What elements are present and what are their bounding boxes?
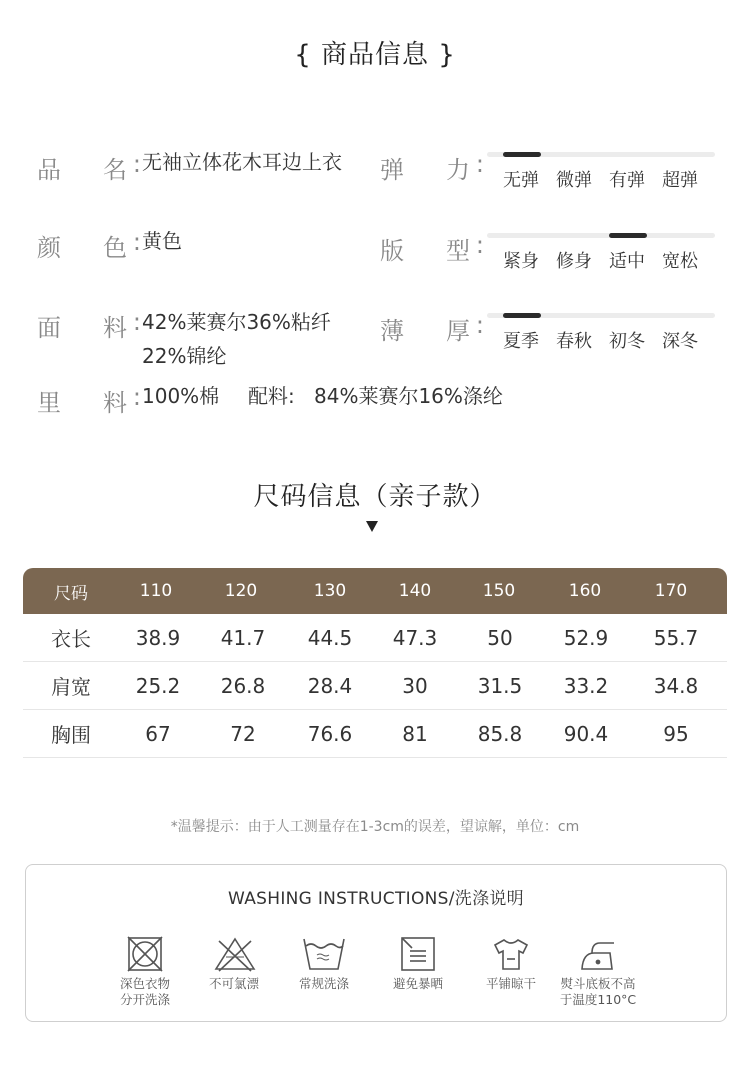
table-cell: 72 [230, 721, 256, 746]
scale-track [487, 233, 715, 238]
table-cell: 28.4 [307, 673, 353, 698]
table-row [23, 662, 727, 710]
iron-icon [578, 935, 618, 973]
wash-label: 深色衣物 分开洗涤 [119, 976, 170, 1007]
fit-label: 版 型 : [380, 231, 484, 265]
table-cell: 47.3 [392, 625, 438, 650]
scale-option: 紧身 [503, 251, 539, 272]
table-cell: 55.7 [653, 625, 699, 650]
trim-value: 84%莱赛尔16%涤纶 [314, 384, 503, 408]
table-cell: 30 [402, 673, 428, 698]
table-cell: 44.5 [307, 625, 353, 650]
lining-label: 里 料 : [37, 383, 141, 417]
down-triangle-icon [366, 521, 378, 532]
table-cell: 25.2 [135, 673, 181, 698]
header-cell: 120 [224, 581, 258, 601]
product-info-title: { 商品信息 } [294, 40, 456, 70]
elasticity-label: 弹 力 : [380, 150, 484, 184]
scale-option: 夏季 [503, 331, 539, 352]
trim-label: 配料: [248, 384, 295, 408]
washing-instructions-box [25, 864, 727, 1022]
table-cell: 26.8 [220, 673, 266, 698]
row-label: 肩宽 [51, 675, 91, 699]
measurement-note: *温馨提示：由于人工测量存在1-3cm的误差，望谅解，单位：cm [170, 819, 580, 835]
name-label: 品 名 : [37, 150, 141, 184]
table-cell: 33.2 [563, 673, 609, 698]
scale-option: 微弹 [556, 170, 592, 191]
fabric-label: 面 料 : [37, 308, 141, 342]
header-cell: 110 [139, 581, 173, 601]
table-row [23, 710, 727, 758]
table-cell: 90.4 [563, 721, 609, 746]
scale-option: 宽松 [662, 251, 698, 272]
table-cell: 34.8 [653, 673, 699, 698]
scale-option: 超弹 [662, 170, 698, 191]
color-value: 黄色 [142, 229, 182, 253]
header-cell: 170 [654, 581, 688, 601]
wash-label: 熨斗底板不高 于温度110°C [559, 976, 637, 1007]
table-cell: 41.7 [220, 625, 266, 650]
header-cell: 140 [398, 581, 432, 601]
table-cell: 76.6 [307, 721, 353, 746]
row-label: 衣长 [51, 627, 91, 651]
name-value: 无袖立体花木耳边上衣 [142, 150, 342, 174]
scale-option: 初冬 [609, 331, 645, 352]
scale-option: 无弹 [503, 170, 539, 191]
wash-label: 常规洗涤 [298, 976, 349, 991]
size-info-title: 尺码信息（亲子款） [253, 482, 497, 512]
size-table [23, 568, 727, 758]
lining-value: 100%棉 [142, 384, 220, 408]
scale-option: 适中 [609, 251, 645, 272]
wash-tub-icon [302, 935, 342, 973]
color-label: 颜 色 : [37, 228, 141, 262]
wash-label: 不可氯漂 [208, 976, 259, 991]
wash-label: 避免暴晒 [392, 976, 443, 991]
scale-marker [503, 313, 541, 318]
header-cell: 130 [313, 581, 347, 601]
table-cell: 81 [402, 721, 428, 746]
no-sun-dry-icon [398, 935, 438, 973]
flat-dry-icon [491, 935, 531, 973]
scale-option: 春秋 [556, 331, 592, 352]
fabric-value-line1: 42%莱赛尔36%粘纤 [142, 310, 331, 334]
table-cell: 50 [487, 625, 513, 650]
header-cell: 160 [568, 581, 602, 601]
header-cell: 尺码 [54, 583, 88, 604]
no-tumble-dry-icon [125, 935, 165, 973]
header-cell: 150 [482, 581, 516, 601]
table-cell: 31.5 [477, 673, 523, 698]
table-cell: 52.9 [563, 625, 609, 650]
thickness-label: 薄 厚 : [380, 311, 484, 345]
scale-marker [609, 233, 647, 238]
wash-label: 平铺晾干 [485, 976, 536, 991]
table-cell: 95 [663, 721, 689, 746]
table-cell: 38.9 [135, 625, 181, 650]
scale-option: 有弹 [609, 170, 645, 191]
scale-option: 修身 [556, 251, 592, 272]
scale-marker [503, 152, 541, 157]
no-bleach-icon [213, 935, 253, 973]
table-row [23, 614, 727, 662]
size-table-header [23, 568, 727, 614]
scale-option: 深冬 [662, 331, 698, 352]
row-label: 胸围 [51, 723, 91, 747]
fabric-value-line2: 22%锦纶 [142, 344, 227, 368]
washing-title: WASHING INSTRUCTIONS/洗涤说明 [228, 889, 524, 909]
table-cell: 67 [145, 721, 171, 746]
table-cell: 85.8 [477, 721, 523, 746]
